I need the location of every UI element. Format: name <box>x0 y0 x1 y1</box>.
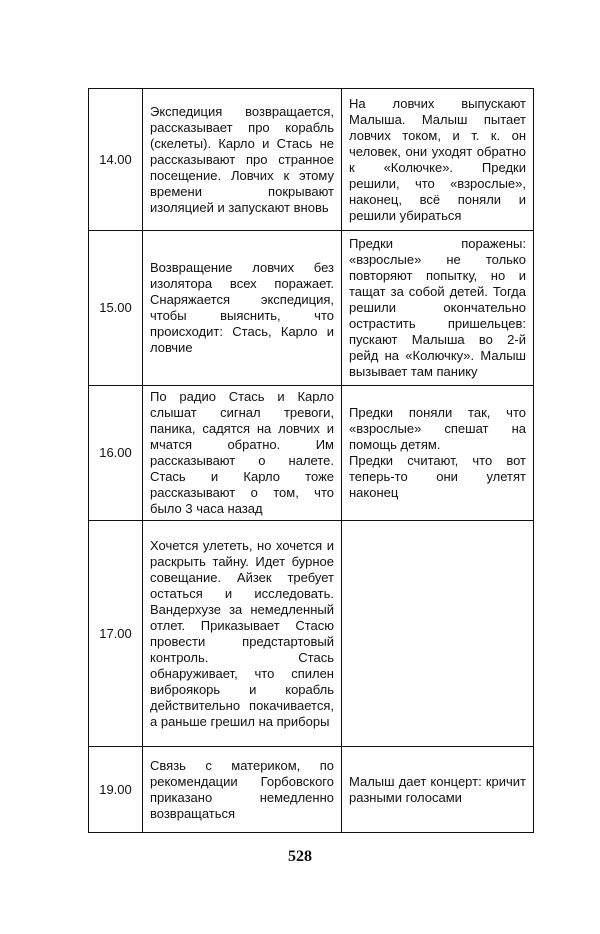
events-cell: Связь с материком, по рекомендации Горбовского приказано немедленно возвращаться <box>143 747 342 833</box>
time-cell: 15.00 <box>89 231 143 386</box>
time-cell: 16.00 <box>89 386 143 521</box>
schedule-table <box>88 88 534 833</box>
notes-text: Предки считают, что вот теперь-то они улетят наконец <box>349 453 526 500</box>
time-cell: 14.00 <box>89 89 143 231</box>
events-cell: Возвращение ловчих без изолятора всех поражает. Снаряжается экспедиция, чтобы выяснить, что происходит: Стась, Карло и ловчие <box>143 231 342 386</box>
notes-cell <box>342 89 534 231</box>
notes-cell <box>342 386 534 521</box>
notes-text: Предки поражены: «взрослые» не только повторяют попытку, но и тащат за собой детей. Тогда решили окончательно острастить пришельцев: пускают Малыша во 2-й рейд на «Колючку». Малыш вызывает там панику <box>349 236 526 379</box>
table-row <box>89 521 534 747</box>
notes-cell <box>342 747 534 833</box>
notes-cell <box>342 521 534 747</box>
notes-cell <box>342 231 534 386</box>
events-cell: Хочется улететь, но хочется и раскрыть тайну. Идет бурное совещание. Айзек требует остаться и исследовать. Вандерхузе за немедленный отлет. Приказывает Стасю провести предстартовый контроль. Стась обнаруживает, что спилен виброякорь и корабль действительно покачивается, а раньше грешил на приборы <box>143 521 342 747</box>
table-row <box>89 89 534 231</box>
notes-text: Малыш дает концерт: кричит разными голосами <box>349 773 526 805</box>
table-row <box>89 386 534 521</box>
time-cell: 17.00 <box>89 521 143 747</box>
events-cell: По радио Стась и Карло слышат сигнал тревоги, паника, садятся на ловчих и мчатся обратно. Им рассказывают о налете. Стась и Карло тоже рассказывают о том, что было 3 часа назад <box>143 386 342 521</box>
page-number: 528 <box>288 848 312 865</box>
notes-text: На ловчих выпускают Малыша. Малыш пытает ловчих током, и т. к. он человек, они уходят обратно к «Колючке». Предки решили, что «взрослые», наконец, всё поняли и решили убираться <box>349 95 526 223</box>
table-row <box>89 747 534 833</box>
table-row <box>89 231 534 386</box>
time-cell: 19.00 <box>89 747 143 833</box>
notes-text: Предки поняли так, что «взрослые» спешат на помощь детям. <box>349 405 526 452</box>
events-cell: Экспедиция возвращается, рассказывает про корабль (скелеты). Карло и Стась не рассказывают про странное посещение. Ловчих к этому времени покрывают изоляцией и запускают вновь <box>143 89 342 231</box>
